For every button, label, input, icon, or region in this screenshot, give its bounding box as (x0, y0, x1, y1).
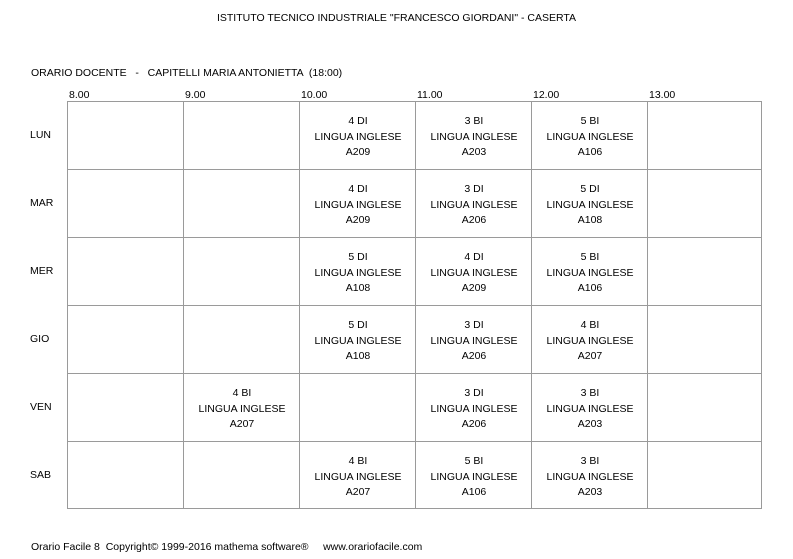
lesson-room: A207 (577, 350, 603, 362)
lesson-room: A206 (461, 350, 487, 362)
lesson-cell (532, 250, 648, 297)
day-label: LUN (30, 129, 52, 141)
lesson-class: 4 BI (348, 455, 368, 467)
lesson-room: A209 (461, 282, 487, 294)
day-label: VEN (30, 401, 52, 413)
lesson-room: A209 (345, 146, 371, 158)
lesson-subject: LINGUA INGLESE (546, 334, 634, 347)
day-label: GIO (30, 333, 50, 345)
lesson-room: A106 (577, 282, 603, 294)
hour-label: 10.00 (301, 89, 328, 101)
lesson-subject: LINGUA INGLESE (430, 130, 518, 143)
lesson-subject: LINGUA INGLESE (430, 402, 518, 415)
lesson-subject: LINGUA INGLESE (430, 470, 518, 483)
lesson-class: 3 BI (464, 115, 484, 127)
lesson-subject: LINGUA INGLESE (314, 470, 402, 483)
hour-label: 11.00 (417, 89, 443, 101)
lesson-room: A203 (577, 486, 603, 498)
lesson-cell (416, 182, 532, 229)
lesson-room: A209 (345, 214, 371, 226)
lesson-subject: LINGUA INGLESE (546, 198, 634, 211)
lesson-subject: LINGUA INGLESE (314, 266, 402, 279)
lesson-cell (416, 114, 532, 161)
hour-label: 12.00 (533, 89, 560, 101)
footer-copyright: Orario Facile 8 Copyright© 1999-2016 mathema software® www.orariofacile.com (31, 541, 423, 553)
lesson-cell (532, 454, 648, 501)
lesson-subject: LINGUA INGLESE (430, 334, 518, 347)
lesson-cell (532, 114, 648, 161)
grid-row-divider (68, 305, 761, 306)
lesson-class: 4 DI (348, 183, 368, 195)
lesson-subject: LINGUA INGLESE (546, 130, 634, 143)
lesson-subject: LINGUA INGLESE (430, 198, 518, 211)
lesson-class: 5 BI (464, 455, 484, 467)
lesson-room: A108 (345, 350, 371, 362)
lesson-subject: LINGUA INGLESE (546, 266, 634, 279)
lesson-class: 5 BI (580, 115, 600, 127)
lesson-class: 3 DI (464, 319, 484, 331)
hour-label: 13.00 (649, 89, 676, 101)
lesson-class: 4 BI (232, 387, 252, 399)
lesson-room: A106 (577, 146, 603, 158)
timetable-grid (67, 101, 762, 509)
lesson-class: 3 BI (580, 455, 600, 467)
hour-label: 8.00 (69, 89, 90, 101)
lesson-cell (416, 386, 532, 433)
lesson-cell (532, 386, 648, 433)
lesson-subject: LINGUA INGLESE (314, 130, 402, 143)
lesson-class: 5 DI (580, 183, 600, 195)
grid-row-divider (68, 237, 761, 238)
teacher-schedule-subtitle: ORARIO DOCENTE - CAPITELLI MARIA ANTONIETTA (18:00) (31, 67, 343, 79)
lesson-class: 5 DI (348, 319, 368, 331)
day-label: MAR (30, 197, 54, 209)
lesson-subject: LINGUA INGLESE (546, 470, 634, 483)
grid-row-divider (68, 373, 761, 374)
lesson-class: 5 DI (348, 251, 368, 263)
lesson-room: A203 (577, 418, 603, 430)
lesson-room: A108 (577, 214, 603, 226)
lesson-room: A108 (345, 282, 371, 294)
lesson-cell (532, 182, 648, 229)
lesson-cell (300, 250, 416, 297)
lesson-class: 4 DI (464, 251, 484, 263)
lesson-class: 4 DI (348, 115, 368, 127)
lesson-room: A203 (461, 146, 487, 158)
lesson-cell (300, 114, 416, 161)
lesson-class: 3 DI (464, 387, 484, 399)
lesson-cell (300, 182, 416, 229)
lesson-class: 3 DI (464, 183, 484, 195)
lesson-subject: LINGUA INGLESE (314, 198, 402, 211)
lesson-cell (416, 318, 532, 365)
lesson-room: A207 (345, 486, 371, 498)
lesson-cell (300, 318, 416, 365)
day-label: MER (30, 265, 54, 277)
lesson-room: A106 (461, 486, 487, 498)
lesson-class: 3 BI (580, 387, 600, 399)
lesson-cell (184, 386, 300, 433)
lesson-cell (416, 250, 532, 297)
lesson-subject: LINGUA INGLESE (546, 402, 634, 415)
lesson-subject: LINGUA INGLESE (198, 402, 286, 415)
lesson-cell (300, 454, 416, 501)
lesson-cell (532, 318, 648, 365)
lesson-class: 4 BI (580, 319, 600, 331)
lesson-cell (416, 454, 532, 501)
grid-row-divider (68, 441, 761, 442)
lesson-room: A207 (229, 418, 255, 430)
school-title: ISTITUTO TECNICO INDUSTRIALE "FRANCESCO GIORDANI" - CASERTA (216, 12, 577, 24)
grid-row-divider (68, 169, 761, 170)
lesson-subject: LINGUA INGLESE (430, 266, 518, 279)
lesson-class: 5 BI (580, 251, 600, 263)
lesson-subject: LINGUA INGLESE (314, 334, 402, 347)
lesson-room: A206 (461, 418, 487, 430)
day-label: SAB (30, 469, 52, 481)
hour-label: 9.00 (185, 89, 206, 101)
lesson-room: A206 (461, 214, 487, 226)
